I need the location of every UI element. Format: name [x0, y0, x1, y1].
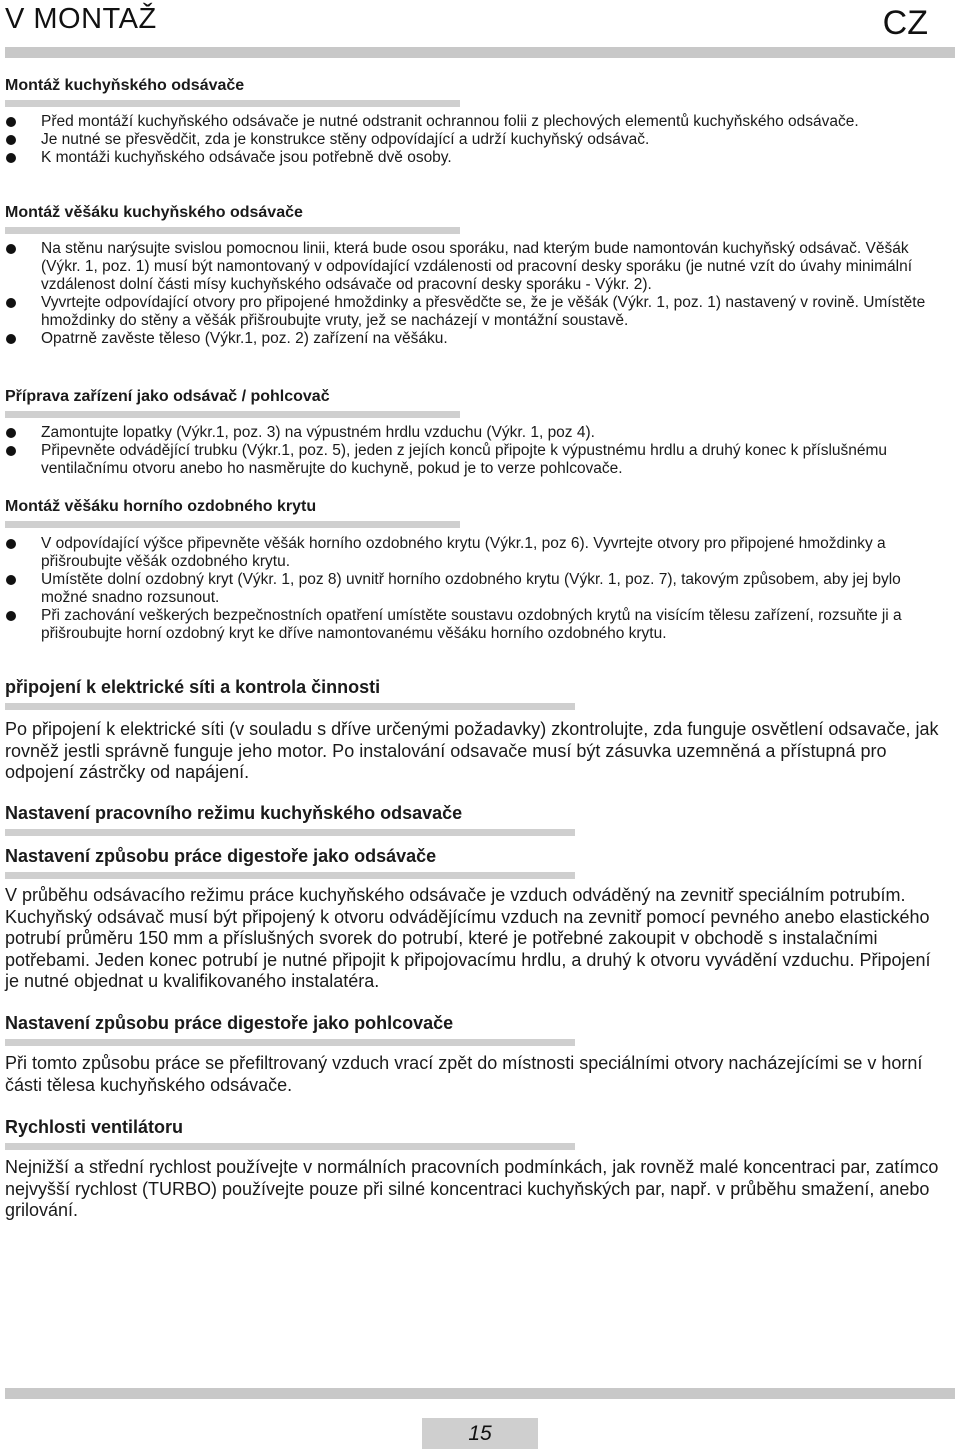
bullet-icon	[6, 153, 16, 163]
section-divider	[5, 829, 575, 836]
section-list-device-preparation	[5, 424, 945, 478]
header-divider	[5, 47, 955, 58]
section-list-hanger-mounting	[5, 240, 945, 348]
list-item: Před montáží kuchyňského odsávače je nutné odstranit ochrannou folii z plechových elementů kuchyňského odsávače.	[5, 113, 945, 131]
section-divider	[5, 411, 460, 418]
section-divider	[5, 521, 460, 528]
section-divider	[5, 872, 575, 879]
section-divider	[5, 1039, 575, 1046]
list-item: Zamontujte lopatky (Výkr.1, poz. 3) na výpustném hrdlu vzduchu (Výkr. 1, poz 4).	[5, 424, 945, 442]
paragraph-electric: Po připojení k elektrické síti (v souladu s dříve určenými požadavky) zkontrolujte, zda funguje osvětlení odsavače, jak rovněž jestli správně funguje jeho motor. Po instalování odsavače musí být zásuvka uzemněná a přístupná pro odpojení zástrčky od napájení.	[5, 719, 939, 782]
bullet-icon	[6, 244, 16, 254]
paragraph-absorber-mode: Při tomto způsobu práce se přefiltrovaný vzduch vrací zpět do místnosti speciálními otvory nacházejícími se v horní části tělesa kuchyňského odsávače.	[5, 1053, 923, 1095]
section-title-working-mode: Nastavení pracovního režimu kuchyňského odsavače	[5, 803, 463, 823]
section-divider	[5, 1143, 575, 1150]
list-item: Na stěnu narýsujte svislou pomocnou linii, která bude osou sporáku, nad kterým bude namontován kuchyňský odsávač. Věšák (Výkr. 1, poz. 1) musí být namontovaný v odpovídající vzdálenosti od pracovní desky sporáku (je nutné vzít do úvahy minimální vzdálenost dolní části mísy kuchyňského odsávače od pracovní desky sporáku - Výkr. 2).	[5, 240, 945, 294]
list-item: Je nutné se přesvědčit, zda je konstrukce stěny odpovídající a udrží kuchyňský odsávač.	[5, 131, 945, 149]
bullet-icon	[6, 334, 16, 344]
bullet-icon	[6, 298, 16, 308]
language-code: CZ	[882, 4, 928, 42]
section-title-hood-mounting: Montáž kuchyňského odsávače	[5, 77, 245, 94]
section-title-electric: připojení k elektrické síti a kontrola činnosti	[5, 677, 381, 697]
page-number: 15	[422, 1418, 538, 1449]
bullet-icon	[6, 428, 16, 438]
list-item: Umístěte dolní ozdobný kryt (Výkr. 1, poz 8) uvnitř horního ozdobného krytu (Výkr. 1, poz. 7), takovým způsobem, aby jej bylo možné snadno rozsunout.	[5, 571, 945, 607]
list-item: K montáži kuchyňského odsávače jsou potřebně dvě osoby.	[5, 149, 945, 167]
bullet-icon	[6, 575, 16, 585]
section-title-absorber-mode: Nastavení způsobu práce digestoře jako pohlcovače	[5, 1013, 454, 1033]
section-title-fan-speeds: Rychlosti ventilátoru	[5, 1117, 184, 1137]
list-item: Při zachování veškerých bezpečnostních opatření umístěte soustavu ozdobných krytů na visícím tělesu zařízení, rozsuňte ji a přišroubujte horní ozdobný kryt ke dříve namontovanému věšáku horního ozdobného krytu.	[5, 607, 945, 643]
section-divider	[5, 100, 460, 107]
section-divider	[5, 703, 575, 710]
list-item: Vyvrtejte odpovídající otvory pro připojené hmoždinky a přesvědčte se, že je věšák (Výkr. 1, poz. 1) nastavený v rovině. Umístěte hmoždinky do stěny a věšák přišroubujte vruty, jež se nacházejí v montážní soustavě.	[5, 294, 945, 330]
page-title: V MONTAŽ	[5, 3, 157, 35]
paragraph-extractor-mode: V průběhu odsávacího režimu práce kuchyňského odsávače je vzduch odváděný na zevnitř speciálním potrubím. Kuchyňský odsávač musí být připojený k otvoru odvádějícímu vzduch na zevnitř pomocí pevného anebo elastického potrubí průměru 150 mm a příslušných svorek do potrubí, které je potřebné zakoupit v obchodě s instalačními potřebami. Jeden konec potrubí je nutné připojit k připojovacímu hrdlu, a druhý k otvoru vyvádění vzduchu. Připojení je nutné objednat u kvalifikovaného instalatéra.	[5, 885, 931, 991]
section-divider	[5, 227, 460, 234]
section-list-cover-hanger	[5, 535, 945, 643]
list-item: V odpovídající výšce připevněte věšák horního ozdobného krytu (Výkr.1, poz 6). Vyvrtejte otvory pro připojené hmoždinky a přišroubujte věšák ozdobného krytu.	[5, 535, 945, 571]
paragraph-fan-speeds: Nejnižší a střední rychlost používejte v normálních pracovních podmínkách, jak rovněž malé koncentraci par, zatímco nejvyšší rychlost (TURBO) používejte pouze při silné koncentraci kuchyňských par, např. v průběhu smažení, anebo grilování.	[5, 1157, 939, 1220]
bullet-icon	[6, 117, 16, 127]
bullet-icon	[6, 539, 16, 549]
bullet-icon	[6, 135, 16, 145]
section-title-cover-hanger: Montáž věšáku horního ozdobného krytu	[5, 498, 317, 515]
bullet-icon	[6, 446, 16, 456]
list-item: Opatrně zavěste těleso (Výkr.1, poz. 2) zařízení na věšáku.	[5, 330, 945, 348]
section-title-extractor-mode: Nastavení způsobu práce digestoře jako odsávače	[5, 846, 437, 866]
footer-divider	[5, 1388, 955, 1399]
list-item: Připevněte odvádějící trubku (Výkr.1, poz. 5), jeden z jejích konců připojte k výpustnému hrdlu a druhý konec k příslušnému ventilačnímu otvoru anebo ho nasměrujte do kuchyně, pokud je to verze pohlcovače.	[5, 442, 945, 478]
bullet-icon	[6, 611, 16, 621]
section-title-device-preparation: Příprava zařízení jako odsávač / pohlcovač	[5, 388, 330, 405]
section-title-hanger-mounting: Montáž věšáku kuchyňského odsávače	[5, 204, 303, 221]
section-list-hood-mounting	[5, 113, 945, 167]
